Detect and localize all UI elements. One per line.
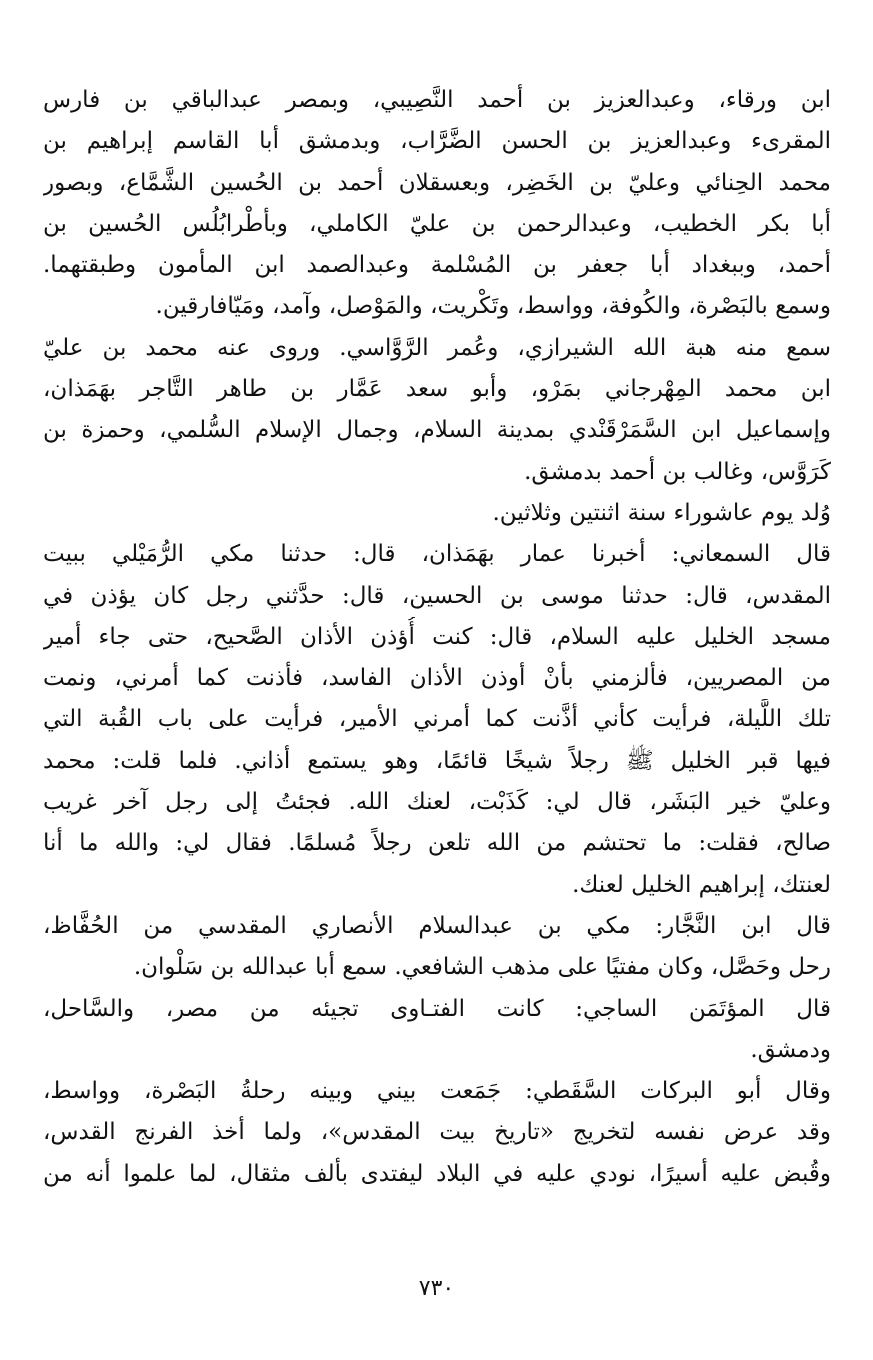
text-line: مسجد الخليل عليه السلام، قال: كنت أُؤذن الأذان الصَّحيح، حتى جاء أمير — [43, 623, 831, 650]
text-line: رحل وحَصَّل، وكان مفتيًا على مذهب الشافعي. سمع أبا عبدالله بن سَلْوان. — [133, 954, 831, 981]
text-line: تلك اللَّيلة، فرأيت كأني أذَّنت كما أمرني الأمير، فرأيت على باب القُبة التي — [43, 706, 831, 733]
text-line: أحمد، وببغداد أبا جعفر بن المُسْلمة وعبدالصمد ابن المأمون وطبقتهما. — [43, 252, 831, 279]
text-line: صالح، فقلت: ما تحتشم من الله تلعن رجلاً مُسلمًا. فقال لي: والله ما أنا — [43, 830, 831, 857]
text-line: ابن محمد المِهْرجاني بمَرْو، وأبو سعد عَمَّار بن طاهر التَّاجر بهَمَذان، — [43, 376, 831, 403]
text-line: أبا بكر الخطيب، وعبدالرحمن بن عليّ الكاملي، وبأطْرابُلُس الحُسين بن — [43, 210, 831, 237]
text-line: المقدس، قال: حدثنا موسى بن الحسين، قال: حدَّثني رجل كان يؤذن في — [43, 582, 831, 609]
text-line: محمد الحِنائي وعليّ بن الخَضِر، وبعسقلان أحمد بن الحُسين الشَّمَّاع، وبصور — [43, 169, 831, 196]
text-line: من المصريين، فألزمني بأنْ أوذن الأذان الفاسد، فأذنت كما أمرني، ونمت — [43, 665, 831, 692]
body-text — [43, 80, 831, 1195]
text-line: وعليّ خير البَشَر، قال لي: كَذَبْت، لعنك الله. فجئتُ إلى رجل آخر غريب — [43, 789, 831, 816]
text-line: وسمع بالبَصْرة، والكُوفة، وواسط، وتَكْريت، والمَوْصل، وآمد، ومَيّافارقين. — [155, 293, 831, 320]
text-line: ابن ورقاء، وعبدالعزيز بن أحمد النَّصِيبي، وبمصر عبدالباقي بن فارس — [43, 87, 831, 113]
text-line: سمع منه هبة الله الشيرازي، وعُمر الرَّوَّاسي. وروى عنه محمد بن عليّ — [43, 334, 831, 361]
text-line: وقد عرض نفسه لتخريج «تاريخ بيت المقدس»، ولما أخذ الفرنج القدس، — [43, 1119, 831, 1146]
text-line: وقال أبو البركات السَّقَطي: جَمَعت بيني وبينه رحلةُ البَصْرة، وواسط، — [43, 1078, 831, 1105]
text-line: كَرَوَّس، وغالب بن أحمد بدمشق. — [524, 458, 831, 485]
text-line: قال المؤتَمَن الساجي: كانت الفتـاوى تجيئه من مصر، والسَّاحل، — [43, 995, 831, 1022]
text-line: قال ابن النَّجَّار: مكي بن عبدالسلام الأنصاري المقدسي من الحُفَّاظ، — [43, 912, 831, 939]
text-line: فيها قبر الخليل ﷺ رجلاً شيخًا قائمًا، وهو يستمع أذاني. فلما قلت: محمد — [43, 747, 831, 774]
text-line: المقرىء وعبدالعزيز بن الحسن الضَّرَّاب، وبدمشق أبا القاسم إبراهيم بن — [43, 128, 831, 155]
text-line: وقُبض عليه أسيرًا، نودي عليه في البلاد ليفتدى بألف مثقال، لما علموا أنه من — [43, 1160, 831, 1187]
text-line: قال السمعاني: أخبرنا عمار بهَمَذان، قال: حدثنا مكي الرُّمَيْلي ببيت — [43, 541, 831, 568]
text-line: لعنتك، إبراهيم الخليل لعنك. — [572, 871, 831, 898]
text-line: وإسماعيل ابن السَّمَرْقَنْدي بمدينة السلام، وجمال الإسلام السُّلمي، وحمزة بن — [43, 417, 831, 444]
text-line: وُلد يوم عاشوراء سنة اثنتين وثلاثين. — [492, 499, 831, 526]
text-line: ودمشق. — [750, 1036, 831, 1063]
page-number: ٧٣٠ — [418, 1276, 455, 1301]
